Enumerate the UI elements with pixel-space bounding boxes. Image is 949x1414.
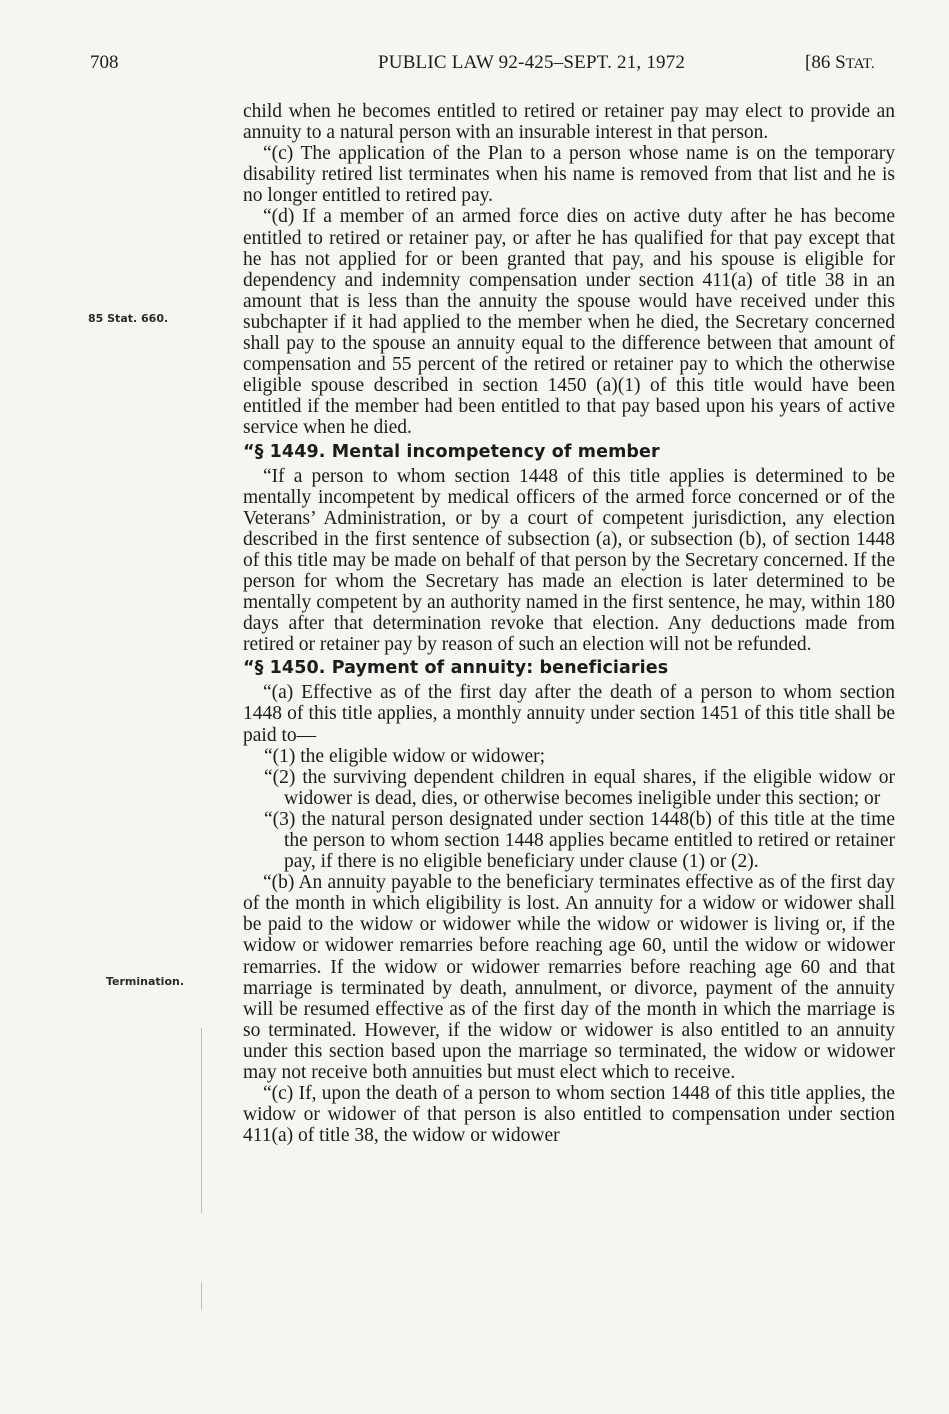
paragraph: child when he becomes entitled to retired or retainer pay may elect to provide an annuity to a natural person with an insurable interest in that person. — [243, 101, 895, 144]
margin-note-citation: 85 Stat. 660. — [88, 312, 169, 325]
paragraph: “(a) Effective as of the first day after the death of a person to whom section 1448 of this title applies, a monthly annuity under section 1451 of this title shall be paid to— — [243, 682, 895, 746]
clause: “(1) the eligible widow or widower; — [264, 745, 546, 767]
paragraph: “(b) An annuity payable to the beneficiary terminates effective as of the first day of the month in which eligibility is lost. An annuity for a widow or widower shall be paid to the widow or widower while the widow or widower is living or, if the widow or widower remarries before reaching age 60, until the widow or widower remarries. If the widow or widower remarries before reaching age 60 and that marriage is terminated by death, annulment, or divorce, payment of the annuity will be resumed effective as of the first day of the month in which the marriage is so terminated. However, if the widow or widower is also entitled to an annuity under this section based upon the marriage so terminated, the widow or widower may not receive both annuities but must elect which to receive. — [243, 872, 895, 1084]
paragraph: “(d) If a member of an armed force dies on active duty after he has become entitled to retired or retainer pay, or after he has qualified for that pay except that he has not applied for or been granted that pay, and his spouse is eligible for dependency and indemnity compensation under section 411(a) of title 38 in an amount that is less than the annuity the spouse would have received under this subchapter if it had applied to the member when he died, the Secretary concerned shall pay to the spouse an annuity equal to the difference between that amount of compensation and 55 percent of the retired or retainer pay to which the otherwise eligible spouse described in section 1450 (a)(1) of this title would have been entitled if the member had been entitled to that pay based upon his years of active service when he died. — [243, 206, 895, 439]
header-title: PUBLIC LAW 92-425–SEPT. 21, 1972 — [378, 52, 686, 73]
paragraph: “(c) If, upon the death of a person to whom section 1448 of this title applies, the widow or widower of that person is also entitled to compensation under section 411(a) of title 38, the widow or widower — [243, 1083, 895, 1147]
paragraph: “(c) The application of the Plan to a person whose name is on the temporary disability retired list terminates when his name is removed from that list and he is no longer entitled to retired pay. — [243, 143, 895, 207]
clause: “(2) the surviving dependent children in equal shares, if the eligible widow or widower is dead, dies, or otherwise becomes ineligible under this section; or — [264, 766, 895, 809]
margin-rule — [201, 1028, 202, 1213]
section-heading-1450: “§ 1450. Payment of annuity: beneficiaries — [243, 658, 669, 679]
section-heading-1449: “§ 1449. Mental incompetency of member — [243, 441, 660, 462]
body-text — [243, 101, 895, 1146]
header-volume — [805, 52, 875, 74]
margin-rule — [201, 1282, 202, 1310]
paragraph: “If a person to whom section 1448 of this title applies is determined to be mentally incompetent by medical officers of the armed force concerned or of the Veterans’ Administration, or by a court of competent jurisdiction, any election described in the first sentence of subsection (a), or subsection (b), of section 1448 of this title may be made on behalf of that person by the Secretary concerned. If the person for whom the Secretary has made an election is later determined to be mentally competent by an authority named in the first sentence, he may, within 180 days after that determination revoke that election. Any deductions made from retired or retainer pay by reason of such an election will not be refunded. — [243, 465, 895, 656]
clause: “(3) the natural person designated under section 1448(b) of this title at the time the person to whom section 1448 applies became entitled to retired or retainer pay, if there is no eligible beneficiary under clause (1) or (2). — [264, 808, 895, 873]
page-number: 708 — [90, 52, 119, 73]
running-header — [0, 52, 949, 82]
header-volume-prefix: [86 S — [805, 52, 846, 73]
header-volume-suffix: TAT. — [845, 56, 875, 72]
margin-note-termination: Termination. — [106, 975, 185, 988]
